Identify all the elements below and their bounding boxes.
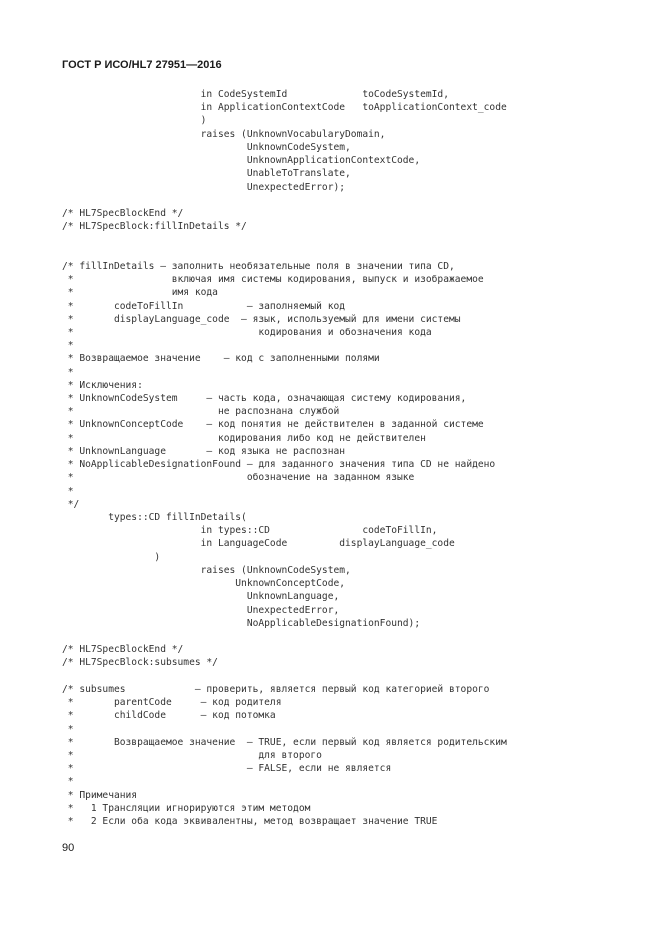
code-line: NoApplicableDesignationFound);	[62, 617, 421, 629]
code-line: /* fillInDetails – заполнить необязательные поля в значении типа CD,	[62, 260, 455, 272]
code-line: /* HL7SpecBlockEnd */	[62, 207, 184, 219]
code-line: * NoApplicableDesignationFound – для заданного значения типа CD не найдено	[62, 459, 496, 471]
code-line: * обозначение на заданном языке	[62, 472, 415, 484]
code-line: * включая имя системы кодирования, выпуск и изображаемое	[62, 274, 484, 286]
code-line: in LanguageCode displayLanguage_code	[62, 538, 455, 550]
code-line	[62, 247, 507, 260]
code-line: *	[62, 723, 74, 735]
code-line: UnexpectedError);	[62, 181, 346, 193]
code-line: *	[62, 485, 74, 497]
code-line: UnknownConceptCode,	[62, 578, 346, 590]
code-line: in ApplicationContextCode toApplicationContext_code	[62, 102, 507, 114]
code-line: types::CD fillInDetails(	[62, 512, 247, 523]
code-line: UnableToTranslate,	[62, 168, 351, 180]
code-line: /* HL7SpecBlock:fillInDetails */	[62, 221, 247, 233]
code-line: * – FALSE, если не является	[62, 763, 392, 775]
code-line	[62, 194, 507, 207]
code-line: * Исключения:	[62, 379, 143, 391]
code-line: /* HL7SpecBlockEnd */	[62, 644, 184, 656]
code-line: /* subsumes – проверить, является первый код категорией второго	[62, 683, 490, 695]
code-line: raises (UnknownCodeSystem,	[62, 564, 351, 576]
code-line: /* HL7SpecBlock:subsumes */	[62, 657, 218, 669]
code-line: * parentCode – код родителя	[62, 697, 282, 709]
code-line: UnknownCodeSystem,	[62, 141, 351, 153]
code-line: UnknownApplicationContextCode,	[62, 155, 421, 167]
code-line: * для второго	[62, 749, 322, 761]
code-line: * Примечания	[62, 789, 138, 801]
code-line: *	[62, 776, 74, 788]
code-line: * UnknownLanguage – код языка не распознан	[62, 445, 346, 457]
code-line: * childCode – код потомка	[62, 710, 276, 722]
code-line: * имя кода	[62, 287, 218, 299]
code-line: * 2 Если оба кода эквивалентны, метод возвращает значение TRUE	[62, 816, 438, 828]
code-listing	[62, 88, 507, 828]
code-line: *	[62, 340, 74, 352]
code-line: * UnknownConceptCode – код понятия не действителен в заданной системе	[62, 419, 484, 431]
code-line: raises (UnknownVocabularyDomain,	[62, 128, 386, 140]
code-line: * UnknownCodeSystem – часть кода, означающая систему кодирования,	[62, 393, 467, 405]
code-line	[62, 233, 507, 246]
code-line: */	[62, 498, 80, 510]
code-line: in CodeSystemId toCodeSystemId,	[62, 89, 449, 100]
page-number: 90	[62, 842, 75, 854]
code-line	[62, 670, 507, 683]
code-line: UnexpectedError,	[62, 604, 340, 616]
code-line: )	[62, 115, 207, 127]
code-line: * 1 Трансляции игнорируются этим методом	[62, 802, 311, 814]
code-line: * кодирования либо код не действителен	[62, 432, 426, 444]
code-line: *	[62, 366, 74, 378]
code-line	[62, 630, 507, 643]
code-line: * codeToFillIn – заполняемый код	[62, 300, 346, 312]
page-header-title: ГОСТ Р ИСО/HL7 27951—2016	[62, 59, 222, 71]
code-line: * кодирования и обозначения кода	[62, 326, 432, 338]
code-line: * не распознана службой	[62, 406, 340, 418]
code-line: * displayLanguage_code – язык, используемый для имени системы	[62, 313, 461, 325]
code-line: UnknownLanguage,	[62, 591, 340, 603]
code-line: * Возвращаемое значение – код с заполненными полями	[62, 353, 380, 365]
code-line: in types::CD codeToFillIn,	[62, 525, 438, 537]
code-line: )	[62, 551, 161, 563]
code-line: * Возвращаемое значение – TRUE, если первый код является родительским	[62, 736, 507, 748]
